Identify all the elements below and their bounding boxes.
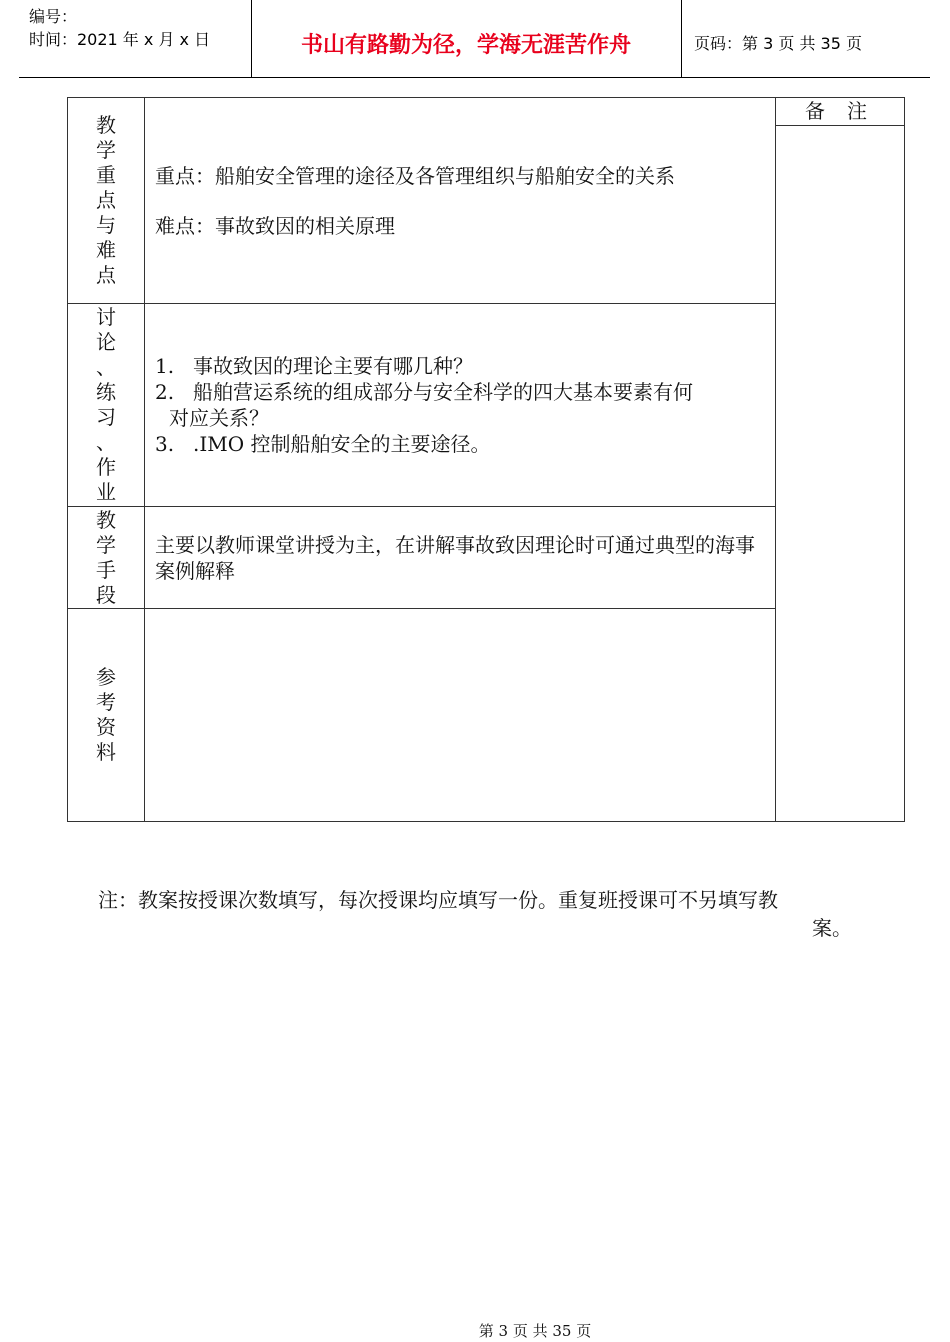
remarks-column <box>776 98 905 822</box>
label-char: 习 <box>96 405 116 429</box>
discussion-list <box>155 353 767 457</box>
footer-page-number: 第 3 页 共 35 页 <box>478 1322 592 1340</box>
header-page-info: 页码：第 3 页 共 35 页 <box>694 34 862 53</box>
header-motto: 书山有路勤为径，学海无涯苦作舟 <box>300 33 631 58</box>
lesson-plan-table <box>67 97 905 822</box>
label-char: 教 <box>96 113 116 137</box>
label-char: 学 <box>96 138 116 162</box>
list-item-number: 3. <box>155 432 175 456</box>
label-char: 段 <box>96 582 116 607</box>
document-date: 时间：2021 年 x 月 x 日 <box>29 30 211 49</box>
label-char: 、 <box>96 430 116 454</box>
header-divider <box>681 0 682 77</box>
label-char: 难 <box>96 238 116 262</box>
page-footer <box>0 1320 950 1341</box>
document-code-label: 编号： <box>29 7 78 26</box>
key-point-line: 重点：船舶安全管理的途径及各管理组织与船舶安全的关系 <box>155 163 675 188</box>
row-label-references <box>68 609 145 822</box>
row-label-discussion <box>68 304 145 507</box>
list-item-text: .IMO 控制船舶安全的主要途径。 <box>193 432 491 456</box>
list-item-text: 事故致因的理论主要有哪几种？ <box>193 354 473 378</box>
teaching-method-content <box>145 507 776 609</box>
label-char: 料 <box>96 740 116 764</box>
references-content <box>145 609 776 822</box>
table-row-key-points <box>68 98 905 304</box>
footnote <box>98 886 858 942</box>
label-char: 讨 <box>96 305 116 329</box>
key-points-content <box>145 98 776 304</box>
label-char: 业 <box>96 480 116 504</box>
label-char: 手 <box>96 557 116 582</box>
label-char: 与 <box>96 213 116 237</box>
row-label-key-points <box>68 98 145 304</box>
page-header <box>19 0 930 78</box>
list-item-number: 2. <box>155 380 175 404</box>
list-item-text: 船舶营运系统的组成部分与安全科学的四大基本要素有何 <box>193 380 693 404</box>
label-char: 点 <box>96 188 116 212</box>
list-item-text-continued: 对应关系？ <box>169 406 269 430</box>
label-char: 资 <box>96 715 116 739</box>
list-item <box>155 431 767 457</box>
label-char: 重 <box>96 163 116 187</box>
label-char: 、 <box>96 355 116 379</box>
label-char: 作 <box>96 455 116 479</box>
list-item <box>155 379 767 431</box>
teaching-method-text: 主要以教师课堂讲授为主，在讲解事故致因理论时可通过典型的海事案例解释 <box>155 532 755 583</box>
list-item-number: 1. <box>155 354 175 378</box>
row-label-teaching-method <box>68 507 145 609</box>
difficult-point-line: 难点：事故致因的相关原理 <box>155 213 395 238</box>
label-char: 练 <box>96 380 116 404</box>
footnote-line-continued: 案。 <box>812 916 852 940</box>
label-char: 点 <box>96 263 116 287</box>
footnote-line: 注：教案按授课次数填写，每次授课均应填写一份。重复班授课可不另填写教 <box>98 888 778 912</box>
label-char: 教 <box>96 507 116 532</box>
label-char: 学 <box>96 532 116 557</box>
label-char: 考 <box>96 690 116 714</box>
discussion-content <box>145 304 776 507</box>
label-char: 论 <box>96 330 116 354</box>
label-char: 参 <box>96 665 116 689</box>
list-item <box>155 353 767 379</box>
remarks-header: 备注 <box>776 98 904 126</box>
